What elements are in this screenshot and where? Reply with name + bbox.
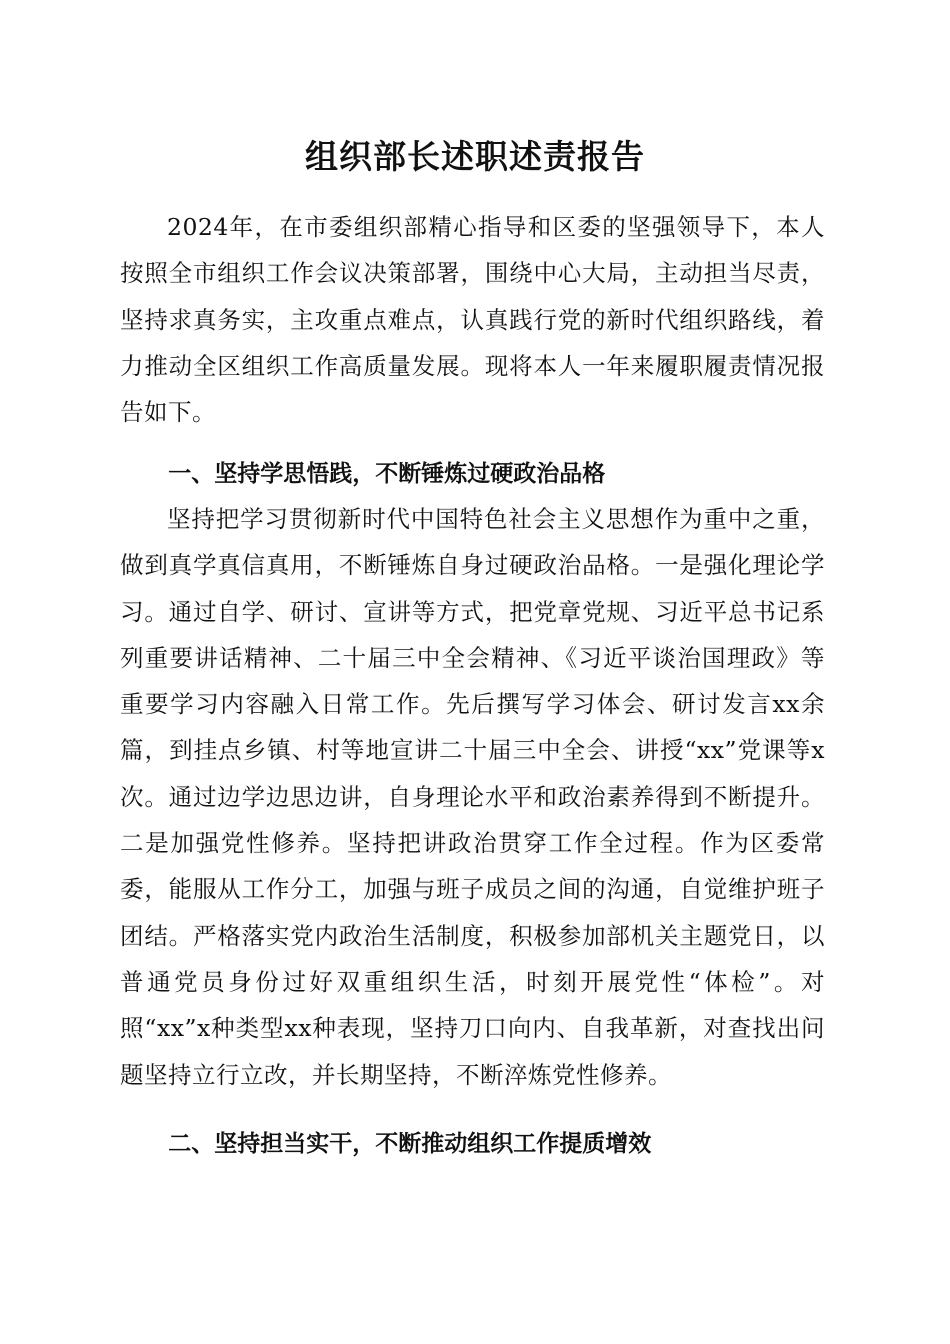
section-1-paragraph: 坚持把学习贯彻新时代中国特色社会主义思想作为重中之重，做到真学真信真用，不断锤炼自身过硬政治品格。一是强化理论学习。通过自学、研讨、宣讲等方式，把党章党规、习近平总书记系列重要讲话精神、二十届三中全会精神、《习近平谈治国理政》等重要学习内容融入日常工作。先后撰写学习体会、研讨发言xx余篇，到挂点乡镇、村等地宣讲二十届三中全会、讲授“xx”党课等x次。通过边学边思边讲，自身理论水平和政治素养得到不断提升。二是加强党性修养。坚持把讲政治贯穿工作全过程。作为区委常委，能服从工作分工，加强与班子成员之间的沟通，自觉维护班子团结。严格落实党内政治生活制度，积极参加部机关主题党日，以普通党员身份过好双重组织生活，时刻开展党性“体检”。对照“xx”x种类型xx种表现，坚持刀口向内、自我革新，对查找出问题坚持立行立改，并长期坚持，不断淬炼党性修养。 bbox=[120, 505, 825, 1089]
intro-paragraph: 2024年，在市委组织部精心指导和区委的坚强领导下，本人按照全市组织工作会议决策部署，围绕中心大局，主动担当尽责，坚持求真务实，主攻重点难点，认真践行党的新时代组织路线，着力推动全区组织工作高质量发展。现将本人一年来履职履责情况报告如下。 bbox=[120, 213, 825, 427]
section-heading-2: 二、坚持担当实干，不断推动组织工作提质增效 bbox=[168, 1131, 652, 1157]
section-heading-1: 一、坚持学思悟践，不断锤炼过硬政治品格 bbox=[168, 461, 606, 487]
page-title: 组织部长述职述责报告 bbox=[305, 137, 645, 176]
